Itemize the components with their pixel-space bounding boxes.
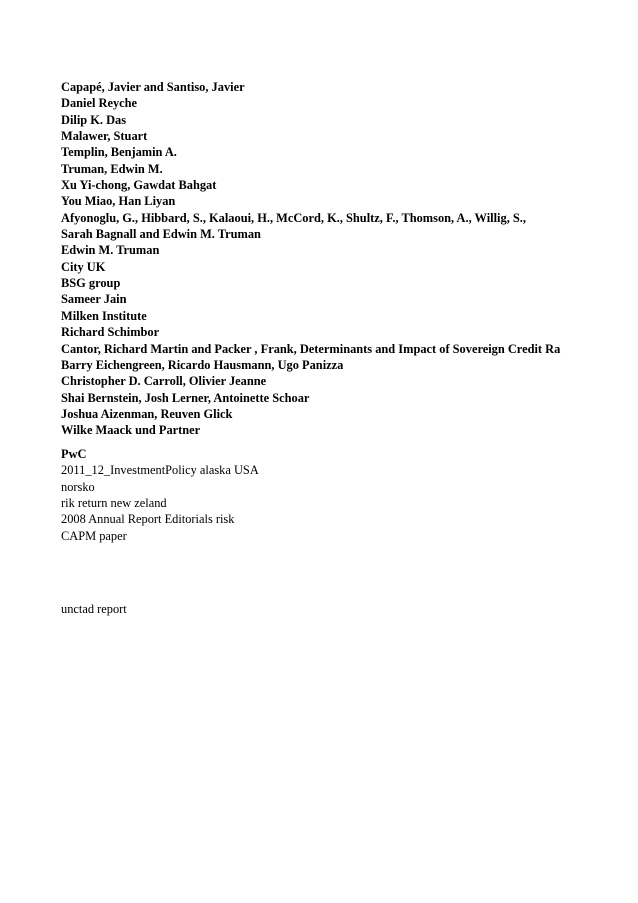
source-line: PwC: [61, 447, 87, 461]
author-line: Xu Yi-chong, Gawdat Bahgat: [61, 178, 217, 193]
author-line: Shai Bernstein, Josh Lerner, Antoinette Schoar: [61, 390, 310, 405]
source-line: rik return new zeland: [61, 496, 167, 511]
author-line: Sameer Jain: [61, 292, 127, 307]
author-line: Capapé, Javier and Santiso, Javier: [61, 80, 245, 94]
author-line: Daniel Reyche: [61, 96, 138, 111]
author-line: Edwin M. Truman: [61, 243, 160, 258]
author-line: Malawer, Stuart: [61, 129, 148, 144]
author-line: Dilip K. Das: [61, 112, 127, 127]
extra-line: unctad report: [61, 602, 127, 616]
author-line: You Miao, Han Liyan: [61, 194, 176, 209]
author-line: Joshua Aizenman, Reuven Glick: [61, 406, 233, 421]
source-line: norsko: [61, 479, 95, 494]
author-line: Sarah Bagnall and Edwin M. Truman: [61, 227, 261, 242]
author-line: BSG group: [61, 276, 121, 291]
author-line: Milken Institute: [61, 308, 147, 323]
author-line: City UK: [61, 259, 106, 274]
author-line: Cantor, Richard Martin and Packer , Frank, Determinants and Impact of Sovereign Credit Ra: [61, 341, 561, 356]
author-line: Barry Eichengreen, Ricardo Hausmann, Ugo Panizza: [61, 357, 344, 372]
source-line: 2008 Annual Report Editorials risk: [61, 512, 235, 527]
author-line: Christopher D. Carroll, Olivier Jeanne: [61, 374, 267, 389]
extra-list: [61, 601, 581, 617]
source-list: [61, 446, 581, 544]
source-line: CAPM paper: [61, 528, 127, 543]
author-line: Truman, Edwin M.: [61, 161, 163, 176]
author-line: Richard Schimbor: [61, 325, 160, 340]
author-line: Wilke Maack und Partner: [61, 423, 201, 438]
author-line: Templin, Benjamin A.: [61, 145, 177, 160]
author-list: [61, 79, 581, 439]
source-line: 2011_12_InvestmentPolicy alaska USA: [61, 463, 259, 478]
author-line: Afyonoglu, G., Hibbard, S., Kalaoui, H., McCord, K., Shultz, F., Thomson, A., Willig, S.,: [61, 210, 526, 225]
